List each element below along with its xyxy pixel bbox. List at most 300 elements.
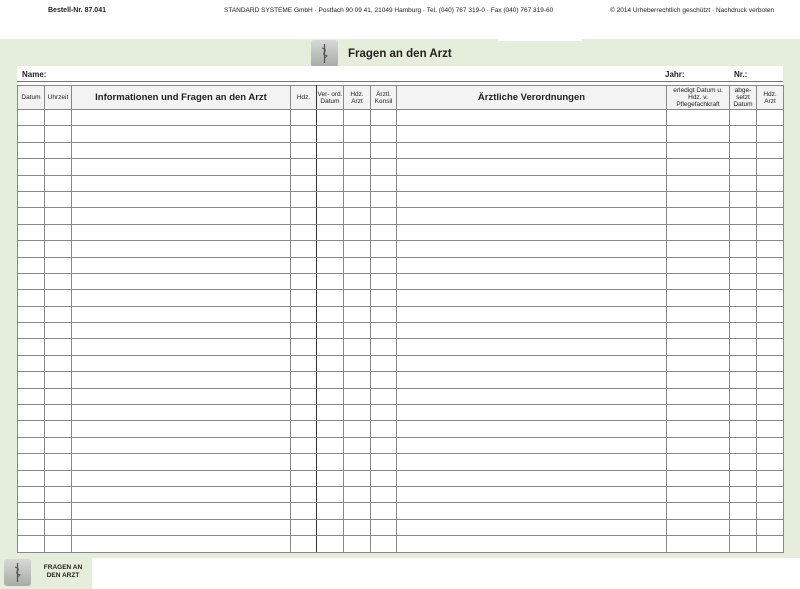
cell-datum[interactable] [18,454,45,470]
cell-uhrzeit[interactable] [45,536,72,552]
cell-abgesetzt[interactable] [730,142,757,158]
cell-datum[interactable] [18,142,45,158]
cell-verord-datum[interactable] [317,388,344,404]
cell-verord-datum[interactable] [317,159,344,175]
cell-verordnungen[interactable] [397,159,667,175]
cell-erledigt[interactable] [667,241,730,257]
cell-hdz-arzt-2[interactable] [757,355,784,371]
cell-abgesetzt[interactable] [730,470,757,486]
cell-hdz-arzt-2[interactable] [757,290,784,306]
cell-hdz-arzt[interactable] [344,388,371,404]
cell-hdz-arzt-2[interactable] [757,470,784,486]
cell-hdz-arzt[interactable] [344,470,371,486]
cell-hdz-arzt[interactable] [344,437,371,453]
cell-verord-datum[interactable] [317,110,344,126]
cell-informationen[interactable] [72,355,291,371]
cell-informationen[interactable] [72,372,291,388]
cell-aerztl-konsil[interactable] [371,241,397,257]
cell-verord-datum[interactable] [317,290,344,306]
cell-verord-datum[interactable] [317,306,344,322]
cell-datum[interactable] [18,405,45,421]
cell-uhrzeit[interactable] [45,388,72,404]
cell-abgesetzt[interactable] [730,405,757,421]
cell-datum[interactable] [18,519,45,535]
cell-verordnungen[interactable] [397,519,667,535]
cell-verordnungen[interactable] [397,191,667,207]
cell-datum[interactable] [18,224,45,240]
cell-datum[interactable] [18,503,45,519]
cell-verordnungen[interactable] [397,372,667,388]
cell-verordnungen[interactable] [397,388,667,404]
cell-uhrzeit[interactable] [45,273,72,289]
cell-verordnungen[interactable] [397,355,667,371]
cell-aerztl-konsil[interactable] [371,437,397,453]
cell-erledigt[interactable] [667,503,730,519]
cell-hdz-arzt-2[interactable] [757,454,784,470]
cell-hdz[interactable] [291,142,317,158]
cell-hdz-arzt[interactable] [344,191,371,207]
cell-aerztl-konsil[interactable] [371,323,397,339]
cell-datum[interactable] [18,388,45,404]
cell-aerztl-konsil[interactable] [371,159,397,175]
cell-verord-datum[interactable] [317,454,344,470]
cell-erledigt[interactable] [667,273,730,289]
cell-uhrzeit[interactable] [45,159,72,175]
cell-erledigt[interactable] [667,126,730,142]
cell-hdz-arzt[interactable] [344,355,371,371]
cell-verordnungen[interactable] [397,126,667,142]
cell-informationen[interactable] [72,503,291,519]
cell-hdz[interactable] [291,388,317,404]
cell-hdz-arzt[interactable] [344,126,371,142]
cell-uhrzeit[interactable] [45,175,72,191]
cell-hdz-arzt[interactable] [344,503,371,519]
cell-informationen[interactable] [72,191,291,207]
cell-hdz-arzt[interactable] [344,273,371,289]
cell-verordnungen[interactable] [397,405,667,421]
cell-hdz[interactable] [291,159,317,175]
cell-aerztl-konsil[interactable] [371,486,397,502]
cell-informationen[interactable] [72,257,291,273]
cell-aerztl-konsil[interactable] [371,503,397,519]
cell-informationen[interactable] [72,224,291,240]
cell-verord-datum[interactable] [317,372,344,388]
cell-erledigt[interactable] [667,257,730,273]
cell-uhrzeit[interactable] [45,355,72,371]
cell-aerztl-konsil[interactable] [371,388,397,404]
cell-verord-datum[interactable] [317,421,344,437]
cell-verordnungen[interactable] [397,470,667,486]
cell-hdz-arzt[interactable] [344,405,371,421]
cell-uhrzeit[interactable] [45,323,72,339]
cell-aerztl-konsil[interactable] [371,339,397,355]
column-header-uhrzeit: Uhrzeit [45,86,72,110]
cell-hdz[interactable] [291,437,317,453]
cell-abgesetzt[interactable] [730,388,757,404]
cell-hdz-arzt[interactable] [344,372,371,388]
cell-uhrzeit[interactable] [45,372,72,388]
cell-informationen[interactable] [72,536,291,552]
cell-hdz[interactable] [291,503,317,519]
cell-uhrzeit[interactable] [45,486,72,502]
cell-hdz-arzt-2[interactable] [757,159,784,175]
cell-informationen[interactable] [72,241,291,257]
cell-datum[interactable] [18,355,45,371]
cell-uhrzeit[interactable] [45,257,72,273]
cell-abgesetzt[interactable] [730,241,757,257]
cell-erledigt[interactable] [667,306,730,322]
cell-informationen[interactable] [72,486,291,502]
cell-erledigt[interactable] [667,372,730,388]
cell-informationen[interactable] [72,470,291,486]
cell-datum[interactable] [18,191,45,207]
cell-aerztl-konsil[interactable] [371,257,397,273]
cell-hdz-arzt[interactable] [344,142,371,158]
cell-abgesetzt[interactable] [730,224,757,240]
cell-hdz-arzt-2[interactable] [757,208,784,224]
cell-hdz-arzt[interactable] [344,175,371,191]
cell-uhrzeit[interactable] [45,470,72,486]
cell-datum[interactable] [18,110,45,126]
cell-hdz-arzt-2[interactable] [757,372,784,388]
cell-hdz[interactable] [291,224,317,240]
cell-erledigt[interactable] [667,175,730,191]
cell-verord-datum[interactable] [317,437,344,453]
cell-erledigt[interactable] [667,454,730,470]
cell-abgesetzt[interactable] [730,503,757,519]
cell-hdz-arzt[interactable] [344,486,371,502]
cell-verordnungen[interactable] [397,142,667,158]
cell-informationen[interactable] [72,306,291,322]
cell-abgesetzt[interactable] [730,339,757,355]
cell-abgesetzt[interactable] [730,486,757,502]
cell-hdz-arzt[interactable] [344,536,371,552]
cell-datum[interactable] [18,159,45,175]
cell-erledigt[interactable] [667,191,730,207]
cell-aerztl-konsil[interactable] [371,273,397,289]
cell-hdz[interactable] [291,241,317,257]
cell-informationen[interactable] [72,126,291,142]
cell-verord-datum[interactable] [317,175,344,191]
cell-abgesetzt[interactable] [730,454,757,470]
cell-informationen[interactable] [72,421,291,437]
cell-hdz-arzt[interactable] [344,323,371,339]
cell-uhrzeit[interactable] [45,191,72,207]
cell-erledigt[interactable] [667,519,730,535]
cell-abgesetzt[interactable] [730,257,757,273]
cell-datum[interactable] [18,323,45,339]
cell-aerztl-konsil[interactable] [371,421,397,437]
cell-aerztl-konsil[interactable] [371,110,397,126]
cell-hdz-arzt[interactable] [344,519,371,535]
cell-datum[interactable] [18,470,45,486]
cell-verordnungen[interactable] [397,257,667,273]
cell-uhrzeit[interactable] [45,437,72,453]
cell-abgesetzt[interactable] [730,306,757,322]
cell-uhrzeit[interactable] [45,241,72,257]
cell-hdz[interactable] [291,273,317,289]
cell-hdz[interactable] [291,306,317,322]
cell-abgesetzt[interactable] [730,110,757,126]
cell-verord-datum[interactable] [317,241,344,257]
cell-hdz[interactable] [291,536,317,552]
cell-abgesetzt[interactable] [730,355,757,371]
cell-aerztl-konsil[interactable] [371,454,397,470]
cell-informationen[interactable] [72,437,291,453]
cell-erledigt[interactable] [667,339,730,355]
column-header-abgesetzt: abge- setzt Datum [730,86,757,110]
cell-abgesetzt[interactable] [730,273,757,289]
cell-erledigt[interactable] [667,142,730,158]
cell-verordnungen[interactable] [397,290,667,306]
cell-hdz[interactable] [291,486,317,502]
cell-erledigt[interactable] [667,536,730,552]
cell-verord-datum[interactable] [317,519,344,535]
cell-hdz-arzt[interactable] [344,339,371,355]
cell-erledigt[interactable] [667,323,730,339]
cell-hdz-arzt-2[interactable] [757,142,784,158]
cell-uhrzeit[interactable] [45,405,72,421]
cell-verordnungen[interactable] [397,241,667,257]
cell-datum[interactable] [18,486,45,502]
cell-aerztl-konsil[interactable] [371,142,397,158]
cell-erledigt[interactable] [667,405,730,421]
cell-hdz-arzt[interactable] [344,159,371,175]
cell-datum[interactable] [18,175,45,191]
cell-informationen[interactable] [72,519,291,535]
cell-hdz[interactable] [291,191,317,207]
cell-datum[interactable] [18,241,45,257]
cell-abgesetzt[interactable] [730,519,757,535]
cell-aerztl-konsil[interactable] [371,355,397,371]
cell-uhrzeit[interactable] [45,142,72,158]
cell-abgesetzt[interactable] [730,208,757,224]
cell-aerztl-konsil[interactable] [371,306,397,322]
cell-abgesetzt[interactable] [730,159,757,175]
cell-datum[interactable] [18,290,45,306]
cell-verordnungen[interactable] [397,486,667,502]
cell-datum[interactable] [18,126,45,142]
cell-datum[interactable] [18,421,45,437]
cell-erledigt[interactable] [667,437,730,453]
cell-hdz-arzt[interactable] [344,224,371,240]
cell-hdz-arzt[interactable] [344,454,371,470]
cell-informationen[interactable] [72,159,291,175]
cell-datum[interactable] [18,257,45,273]
cell-aerztl-konsil[interactable] [371,208,397,224]
cell-informationen[interactable] [72,339,291,355]
cell-informationen[interactable] [72,290,291,306]
cell-abgesetzt[interactable] [730,536,757,552]
cell-datum[interactable] [18,208,45,224]
cell-verordnungen[interactable] [397,175,667,191]
cell-verord-datum[interactable] [317,323,344,339]
cell-aerztl-konsil[interactable] [371,175,397,191]
cell-uhrzeit[interactable] [45,126,72,142]
cell-hdz[interactable] [291,519,317,535]
cell-erledigt[interactable] [667,388,730,404]
cell-uhrzeit[interactable] [45,290,72,306]
cell-hdz[interactable] [291,405,317,421]
table-body [18,110,784,553]
cell-erledigt[interactable] [667,208,730,224]
cell-hdz[interactable] [291,372,317,388]
cell-hdz-arzt-2[interactable] [757,273,784,289]
cell-informationen[interactable] [72,405,291,421]
cell-hdz-arzt-2[interactable] [757,306,784,322]
cell-hdz[interactable] [291,470,317,486]
cell-erledigt[interactable] [667,486,730,502]
cell-uhrzeit[interactable] [45,306,72,322]
cell-informationen[interactable] [72,388,291,404]
cell-abgesetzt[interactable] [730,323,757,339]
cell-hdz-arzt[interactable] [344,241,371,257]
cell-hdz-arzt[interactable] [344,110,371,126]
cell-verord-datum[interactable] [317,273,344,289]
cell-uhrzeit[interactable] [45,110,72,126]
cell-hdz[interactable] [291,126,317,142]
cell-informationen[interactable] [72,142,291,158]
cell-verordnungen[interactable] [397,421,667,437]
cell-verord-datum[interactable] [317,470,344,486]
cell-informationen[interactable] [72,273,291,289]
cell-verordnungen[interactable] [397,224,667,240]
cell-uhrzeit[interactable] [45,519,72,535]
cell-erledigt[interactable] [667,224,730,240]
cell-datum[interactable] [18,372,45,388]
cell-hdz-arzt-2[interactable] [757,175,784,191]
cell-hdz-arzt[interactable] [344,290,371,306]
cell-abgesetzt[interactable] [730,437,757,453]
cell-hdz[interactable] [291,421,317,437]
cell-verord-datum[interactable] [317,257,344,273]
cell-hdz[interactable] [291,290,317,306]
cell-verord-datum[interactable] [317,126,344,142]
cell-datum[interactable] [18,536,45,552]
cell-hdz-arzt-2[interactable] [757,191,784,207]
cell-erledigt[interactable] [667,421,730,437]
cell-erledigt[interactable] [667,290,730,306]
cell-erledigt[interactable] [667,159,730,175]
cell-uhrzeit[interactable] [45,503,72,519]
cell-hdz[interactable] [291,175,317,191]
cell-erledigt[interactable] [667,110,730,126]
cell-hdz-arzt-2[interactable] [757,421,784,437]
cell-hdz-arzt[interactable] [344,257,371,273]
cell-uhrzeit[interactable] [45,224,72,240]
cell-aerztl-konsil[interactable] [371,191,397,207]
cell-verordnungen[interactable] [397,454,667,470]
cell-hdz[interactable] [291,323,317,339]
cell-verordnungen[interactable] [397,208,667,224]
cell-hdz-arzt[interactable] [344,421,371,437]
cell-verord-datum[interactable] [317,536,344,552]
cell-hdz-arzt-2[interactable] [757,519,784,535]
cell-hdz-arzt-2[interactable] [757,110,784,126]
cell-datum[interactable] [18,437,45,453]
cell-verordnungen[interactable] [397,306,667,322]
cell-verordnungen[interactable] [397,339,667,355]
cell-aerztl-konsil[interactable] [371,536,397,552]
cell-uhrzeit[interactable] [45,421,72,437]
cell-hdz[interactable] [291,454,317,470]
cell-verord-datum[interactable] [317,208,344,224]
cell-informationen[interactable] [72,175,291,191]
cell-verord-datum[interactable] [317,339,344,355]
cell-hdz-arzt-2[interactable] [757,241,784,257]
cell-hdz[interactable] [291,208,317,224]
cell-hdz[interactable] [291,339,317,355]
cell-hdz-arzt[interactable] [344,306,371,322]
cell-uhrzeit[interactable] [45,339,72,355]
cell-hdz-arzt-2[interactable] [757,224,784,240]
cell-hdz-arzt-2[interactable] [757,257,784,273]
cell-aerztl-konsil[interactable] [371,470,397,486]
cell-verord-datum[interactable] [317,355,344,371]
cell-hdz[interactable] [291,257,317,273]
cell-hdz-arzt-2[interactable] [757,339,784,355]
cell-hdz-arzt-2[interactable] [757,388,784,404]
cell-verord-datum[interactable] [317,486,344,502]
cell-abgesetzt[interactable] [730,372,757,388]
cell-hdz-arzt-2[interactable] [757,323,784,339]
cell-verordnungen[interactable] [397,323,667,339]
cell-hdz-arzt-2[interactable] [757,503,784,519]
cell-abgesetzt[interactable] [730,290,757,306]
cell-hdz-arzt-2[interactable] [757,126,784,142]
cell-aerztl-konsil[interactable] [371,126,397,142]
cell-verord-datum[interactable] [317,405,344,421]
cell-datum[interactable] [18,339,45,355]
cell-hdz-arzt[interactable] [344,208,371,224]
cell-abgesetzt[interactable] [730,126,757,142]
cell-uhrzeit[interactable] [45,208,72,224]
cell-uhrzeit[interactable] [45,454,72,470]
cell-erledigt[interactable] [667,470,730,486]
cell-abgesetzt[interactable] [730,191,757,207]
cell-erledigt[interactable] [667,355,730,371]
cell-aerztl-konsil[interactable] [371,372,397,388]
cell-informationen[interactable] [72,323,291,339]
cell-hdz-arzt-2[interactable] [757,405,784,421]
cell-aerztl-konsil[interactable] [371,290,397,306]
cell-informationen[interactable] [72,110,291,126]
cell-verordnungen[interactable] [397,273,667,289]
cell-aerztl-konsil[interactable] [371,405,397,421]
cell-aerztl-konsil[interactable] [371,224,397,240]
cell-verordnungen[interactable] [397,437,667,453]
cell-hdz[interactable] [291,355,317,371]
cell-aerztl-konsil[interactable] [371,519,397,535]
cell-verordnungen[interactable] [397,536,667,552]
cell-hdz-arzt-2[interactable] [757,536,784,552]
cell-hdz-arzt-2[interactable] [757,486,784,502]
cell-abgesetzt[interactable] [730,175,757,191]
cell-hdz-arzt-2[interactable] [757,437,784,453]
cell-informationen[interactable] [72,454,291,470]
cell-hdz[interactable] [291,110,317,126]
cell-verord-datum[interactable] [317,503,344,519]
cell-verord-datum[interactable] [317,191,344,207]
cell-verordnungen[interactable] [397,503,667,519]
cell-datum[interactable] [18,306,45,322]
cell-abgesetzt[interactable] [730,421,757,437]
cell-informationen[interactable] [72,208,291,224]
cell-verordnungen[interactable] [397,110,667,126]
cell-verord-datum[interactable] [317,142,344,158]
cell-datum[interactable] [18,273,45,289]
cell-verord-datum[interactable] [317,224,344,240]
